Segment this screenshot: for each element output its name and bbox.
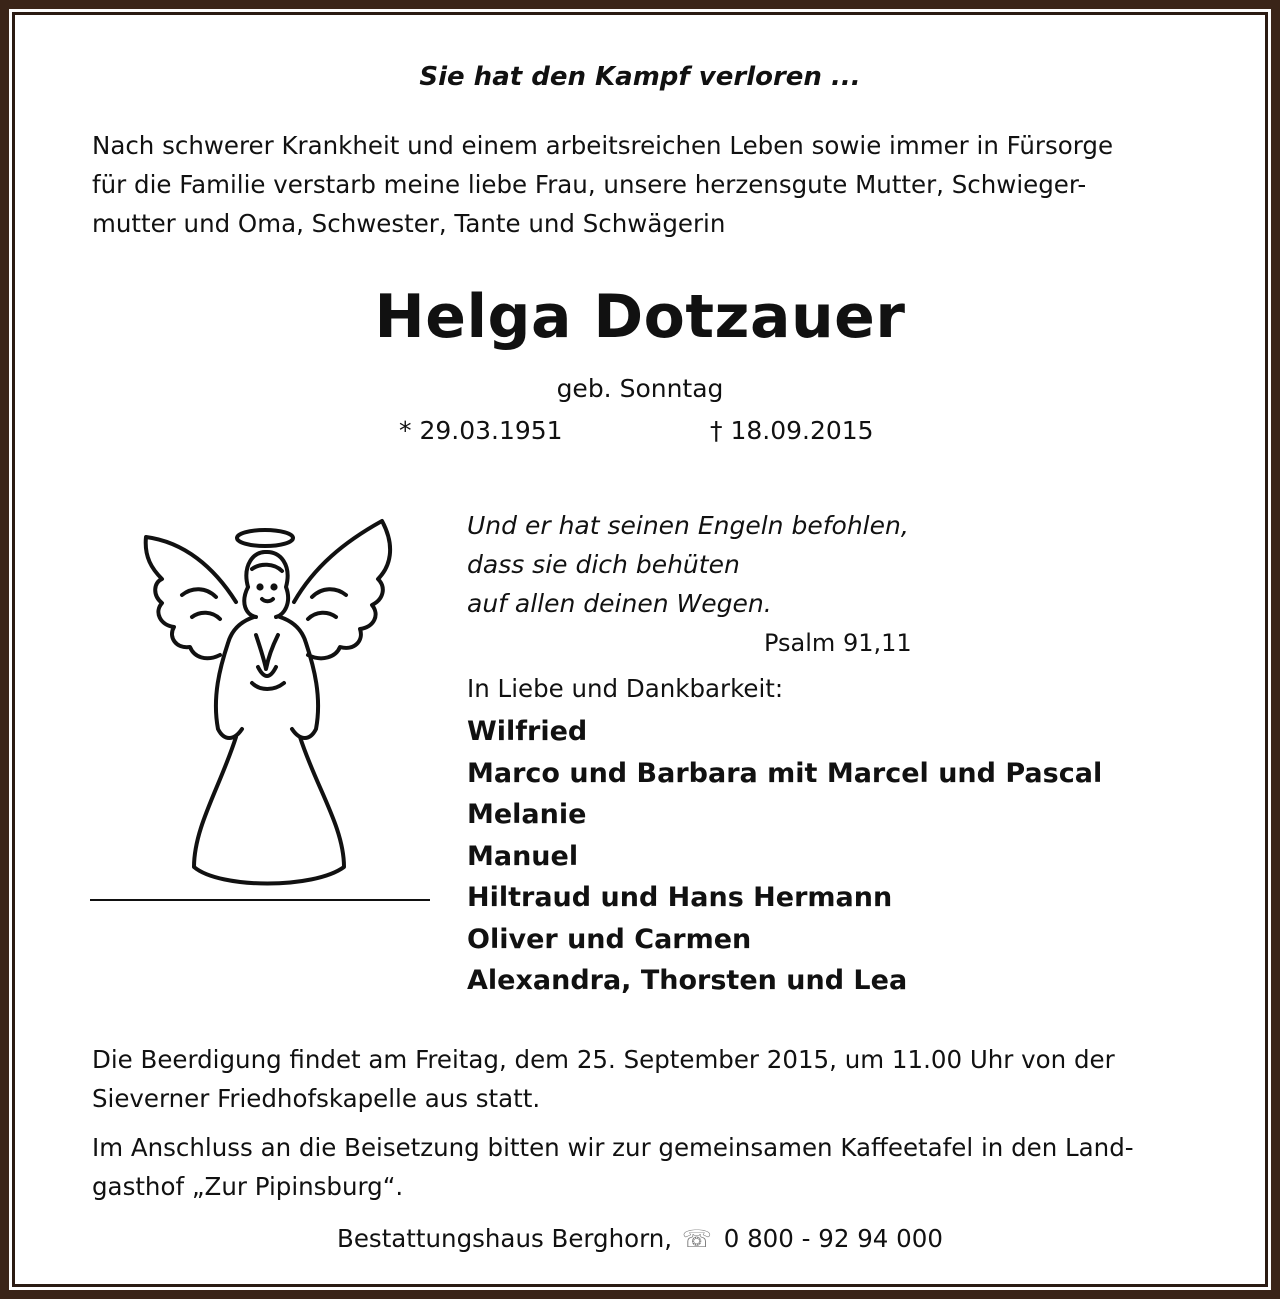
maiden-name: geb. Sonntag — [556, 374, 724, 403]
obituary-frame — [9, 9, 1271, 1290]
angel-icon — [124, 507, 404, 897]
funeral-home-footer — [12, 1224, 1268, 1253]
funeral-line: Die Beerdigung findet am Freitag, dem 25. September 2015, um 11.00 Uhr von der — [92, 1045, 1115, 1074]
phone-icon: ☏ — [681, 1225, 712, 1253]
funeral-line: Sieverner Friedhofskapelle aus statt. — [92, 1084, 541, 1113]
obituary-content — [12, 12, 1268, 1287]
intro-line: für die Familie verstarb meine liebe Frau, unsere herzensgute Mutter, Schwieger- — [92, 170, 1087, 199]
verse-line: Und er hat seinen Engeln befohlen, — [467, 511, 909, 540]
deceased-name: Helga Dotzauer — [374, 282, 906, 352]
family-member: Oliver und Carmen — [467, 923, 752, 955]
birth-date: * 29.03.1951 — [399, 416, 563, 445]
thanks-line: In Liebe und Dankbarkeit: — [467, 674, 784, 703]
family-member: Manuel — [467, 840, 579, 872]
headline: Sie hat den Kampf verloren ... — [419, 62, 861, 92]
funeral-home-phone: 0 800 - 92 94 000 — [723, 1224, 943, 1253]
family-member: Hiltraud und Hans Hermann — [467, 882, 893, 913]
intro-paragraph — [92, 126, 1192, 243]
intro-line: mutter und Oma, Schwester, Tante und Schwägerin — [92, 209, 726, 238]
reception-info — [92, 1128, 1192, 1206]
family-member: Melanie — [467, 799, 587, 830]
family-member: Alexandra, Thorsten und Lea — [467, 965, 908, 996]
reception-line: Im Anschluss an die Beisetzung bitten wir zur gemeinsamen Kaffeetafel in den Land- — [92, 1133, 1134, 1162]
verse-source: Psalm 91,11 — [764, 629, 912, 657]
intro-line: Nach schwerer Krankheit und einem arbeitsreichen Leben sowie immer in Fürsorge — [92, 131, 1114, 160]
verse-line: auf allen deinen Wegen. — [467, 589, 772, 618]
angel-underline — [90, 899, 430, 901]
verse-line: dass sie dich behüten — [467, 550, 740, 579]
funeral-info — [92, 1040, 1192, 1118]
family-member: Marco und Barbara mit Marcel und Pascal — [467, 757, 1103, 789]
death-date: † 18.09.2015 — [710, 416, 874, 445]
reception-line: gasthof „Zur Pipinsburg“. — [92, 1172, 404, 1201]
family-list — [467, 711, 1102, 1002]
bible-verse — [467, 506, 909, 623]
funeral-home-name: Bestattungshaus Berghorn, — [337, 1224, 673, 1253]
family-member: Wilfried — [467, 716, 588, 747]
